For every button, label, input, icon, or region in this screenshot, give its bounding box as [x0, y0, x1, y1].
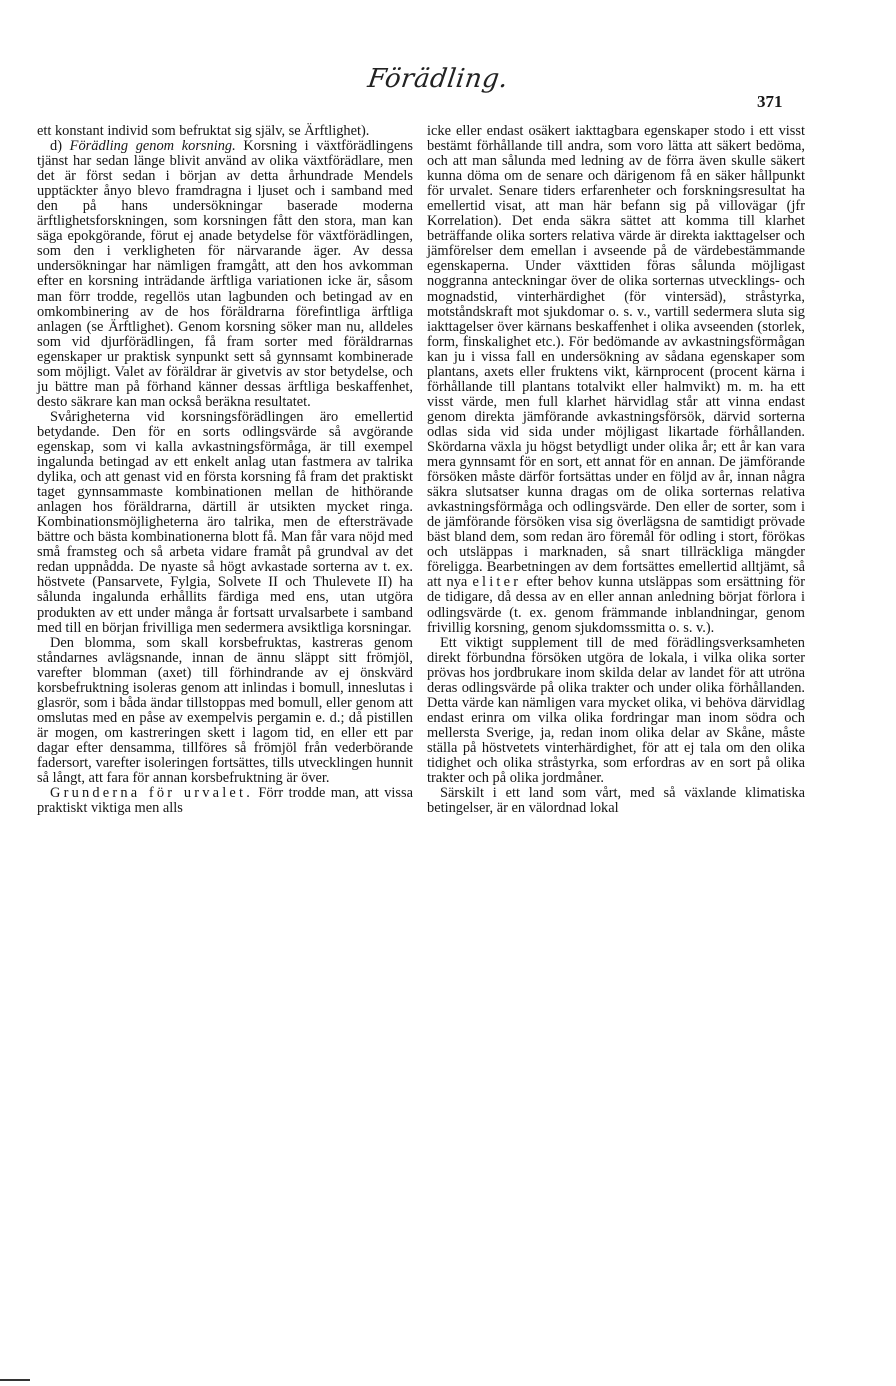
paragraph-text: icke eller endast osäkert iakttagbara egenskaper stodo i ett visst bestämt förhållande till andra, som voro lätta att säkert bedöma, och att man sålunda med ledning av de förra även skulle säkert kunna döma om de senare och därigenom få en säker hållpunkt för urvalet. Senare tiders erfarenheter och forskningsresultat ha emellertid visat, att man här befann sig på villovägar (jfr Korrelation). Det enda säkra sättet att komma till klarhet beträffande olika sorters relativa värde är direkta iakttagelser och jämförelser dem emellan i avseende på de värdebestämmande egenskaperna. Under växttiden föras sålunda möjligast noggranna anteckningar över de olika sorternas utvecklings- och mognadstid, vinterhärdighet (för vintersäd), stråstyrka, motståndskraft mot sjukdomar o. s. v., vartill sedermera sluta sig iakttagelser över kärnans beskaffenhet i olika avseenden (storlek, form, finskalighet etc.). För bedömande av avkastningsförmågan kan ju i vissa fall en undersökning av sådana egenskaper som plantans, axets eller fruktens vikt, kärnprocent (procent kärna i förhållande till plantans totalvikt eller halmvikt) m. m. ha ett visst värde, men full klarhet härvidlag står att vinna endast genom direkta jämförande avkastningsförsök, därvid sorterna odlas sida vid sida under möjligast likartade förhållanden. Skördarna växla ju högst betydligt under olika år; ett år kan vara mera gynnsamt för en sort, ett annat för en annan. De jämförande försöken måste därför fortsättas under en följd av år, innan några säkra slutsatser kunna dragas om de olika sorternas relativa avkastningsförmåga och odlingsvärde. Den eller de sorter, som i de jämförande försöken visa sig överlägsna de samtidigt prövade bäst bland dem, som redan äro föremål för odling i stort, förökas och utsläppas i marknaden, så snart tillräckliga mängder föreligga. Bearbetningen av dem fortsättes emellertid alltjämt, så att nya: [427, 123, 805, 591]
paragraph-text: Förr trodde man, att vissa praktiskt viktiga men alls: [37, 785, 413, 817]
paragraph: Särskilt i ett land som vårt, med så växlande klimatiska betingelser, är en välordnad lokal: [427, 785, 805, 817]
section-heading: Grunderna för urvalet.: [50, 785, 254, 802]
left-column: [37, 124, 413, 816]
paragraph: Den blomma, som skall korsbefruktas, kastreras genom ståndarnes avlägsnande, innan de ännu släppt sitt frömjöl, varefter blomman (axet) till förhindrande av ej önskvärd korsbefruktning isoleras genom att inlindas i bomull, inneslutas i glasrör, som i båda ändar tillstoppas med bomull, eller genom att omslutas med en påse av exempelvis pergamin e. d.; då pistillen är mogen, om kastreringen skett i lagom tid, en eller ett par dagar efter densamma, tillföres så frömjöl från vederbörande fadersort, varefter isoleringen fortsättes, tills utvecklingen hunnit så långt, att fara för annan korsbefruktning är över.: [37, 634, 413, 787]
paragraph: Svårigheterna vid korsningsförädlingen äro emellertid betydande. Den för en sorts odlingsvärde så avgörande egenskap, som vi kalla avkastningsförmåga, är till exempel ingalunda betingad av ett enkelt anlag utan fastmera av talrika dylika, och att genast vid en första korsning få fram det praktiskt taget gynnsammaste kombinationen mellan de hithörande anlagen hos föräldrarna, därtill är utsikten mycket ringa. Kombinationsmöjligheterna äro talrika, men de eftersträvade bättre och bästa kombinationerna blott få. Man får vara nöjd med små framsteg och så arbeta vidare framåt på grundval av det redan uppnådda. De nyaste så högt avkastade sorterna av t. ex. höstvete (Pansarvete, Fylgia, Solvete II och Thulevete II) ha sålunda ingalunda erhållits färdiga med ens, utan utgöra produkten av ett under många år fortsatt urvalsarbete i samband med till en början frivilliga men sedermera avsiktliga korsningar.: [37, 408, 413, 636]
handwritten-title: Förädling.: [365, 64, 511, 94]
section-heading: Förädling genom korsning.: [69, 138, 236, 155]
paragraph: [427, 124, 805, 636]
paragraph: ett konstant individ som befruktat sig själv, se Ärftlighet).: [37, 123, 370, 139]
paragraph: Ett viktigt supplement till de med förädlingsverksamheten direkt förbundna försöken utgöra de lokala, i vilka olika sorter prövas hos jordbrukare inom skilda delar av landet för att utröna deras odlingsvärde på olika trakter och under olika förhållanden. Detta värde kan nämligen vara mycket olika, vi behöva därvidlag endast erinra om vilka olika fordringar man inom södra och mellersta Sverige, ja, redan inom olika delar av Skåne, måste ställa på höstvetets vinterhärdighet, för att ej tala om den olika tidighet och olika stråstyrka, som erfordras av en sort på olika trakter och på olika jordmåner.: [427, 634, 805, 787]
page-number: 371: [757, 92, 783, 111]
spaced-term: eliter: [472, 574, 522, 591]
paragraph: [37, 786, 413, 816]
paragraph-text: efter behov kunna utsläppas som ersättning för de tidigare, då dessa av en eller annan anledning börjat förlora i odlingsvärde (t. ex. genom främmande inblandningar, genom frivillig korsning, genom sjukdomssmitta o. s. v.).: [427, 574, 805, 636]
paragraph-text: Korsning i växtförädlingens tjänst har sedan länge blivit använd av olika växtförädlare, men det är först sedan i början av detta århundrade Mendels upptäckter ånyo blevo framdragna i ljuset och i samband med den på hans undersökningar baserade moderna ärftlighetsforskningen, som korsningen fått den stora, man kan säga epokgörande, förut ej anade betydelse för växtförädlingen, som den i verkligheten för närvarande äger. Av dessa undersökningar har nämligen framgått, att den hos avkomman efter en korsning inträdande ärftliga variationen icke är, såsom man förr trodde, regellös utan lagbunden och betingad av en omkombinering av de hos föräldrarna förefintliga ärftliga anlagen (se Ärftlighet). Genom korsning söker man nu, alldeles som vid djurförädlingen, få fram sorter med föräldrarnas egenskaper ur praktisk synpunkt sett så gynnsamt kombinerade som möjligt. Valet av föräldrar är givetvis av stor betydelse, och ju bättre man på förhand känner dessas ärftliga beskaffenhet, desto säkrare kan man också beräkna resultatet.: [37, 138, 414, 410]
section-label: d): [50, 138, 70, 155]
right-column: [427, 124, 805, 816]
paragraph: [37, 139, 413, 410]
edge-mark: [0, 1379, 30, 1381]
